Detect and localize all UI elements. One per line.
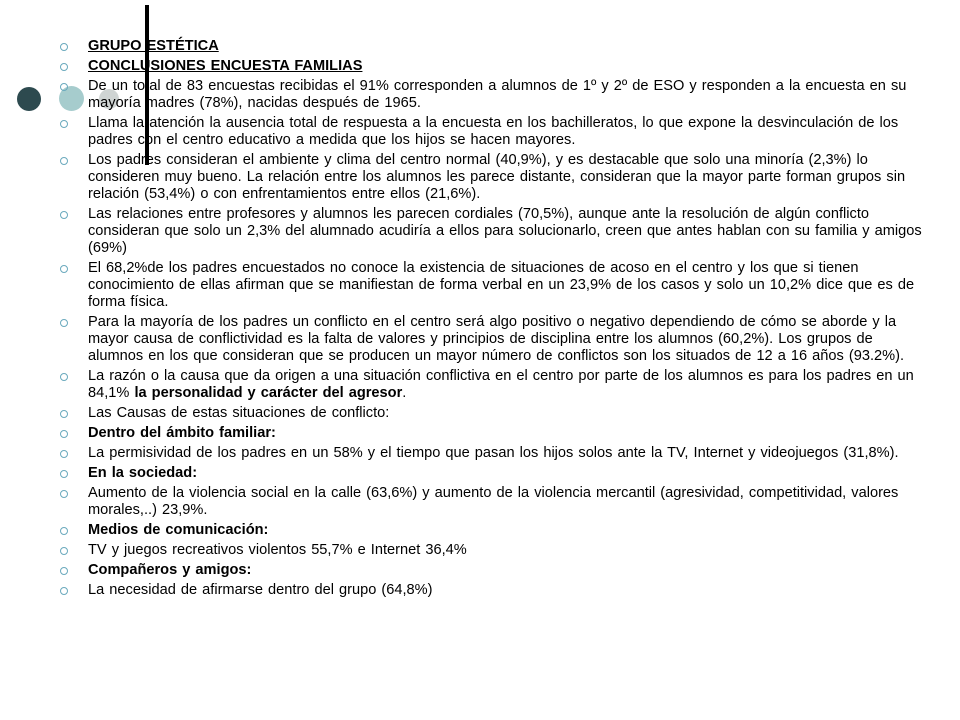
bullet-circle-icon [60, 567, 68, 575]
section-heading-family: Dentro del ámbito familiar: [88, 425, 276, 441]
bullet-circle-icon [60, 373, 68, 381]
bullet-list [0, 38, 960, 602]
list-item-text: Para la mayoría de los padres un conflicto en el centro será algo positivo o negativo dependiendo de cómo se aborde y la mayor causa de conflictividad es la falta de valores y principios de disciplina entre los alumnos (60,2%). Los grupos de alumnos en los que consideran que se producen un mayor número de conflictos son los situados de 12 a 16 años (93.2%). [88, 314, 905, 364]
bullet-circle-icon [60, 410, 68, 418]
list-item [0, 368, 960, 402]
list-item-bold-text: la personalidad y carácter del agresor [134, 385, 403, 401]
list-item-conclusions-title [0, 58, 960, 75]
bullet-circle-icon [60, 265, 68, 273]
bullet-circle-icon [60, 83, 68, 91]
bullet-circle-icon [60, 470, 68, 478]
list-item-group-title [0, 38, 960, 55]
list-item [0, 542, 960, 559]
bullet-circle-icon [60, 587, 68, 595]
section-heading-society: En la sociedad: [88, 465, 198, 481]
list-item [0, 260, 960, 311]
list-item [0, 405, 960, 422]
bullet-circle-icon [60, 430, 68, 438]
list-item [0, 78, 960, 112]
list-item-text-end: . [402, 385, 407, 401]
conclusions-title: CONCLUSIONES ENCUESTA FAMILIAS [88, 58, 363, 74]
section-heading-peers: Compañeros y amigos: [88, 562, 252, 578]
list-item [0, 206, 960, 257]
list-item-heading [0, 522, 960, 539]
list-item [0, 445, 960, 462]
list-item-text: Las Causas de estas situaciones de conflicto: [88, 405, 390, 421]
list-item-text: El 68,2%de los padres encuestados no conoce la existencia de situaciones de acoso en el centro y los que si tienen conocimiento de ellas afirman que se manifiestan de forma verbal en un 23,9% de los casos y solo un 10,2% dice que es de forma física. [88, 260, 915, 310]
list-item-text: Los padres consideran el ambiente y clima del centro normal (40,9%), y es destacable que solo una minoría (2,3%) lo consideren muy bueno. La relación entre los alumnos les parece distante, consideran que la mayor parte forman grupos sin relación (53,4%) o con enfrentamientos entre ellos (21,6%). [88, 152, 906, 202]
list-item-text: TV y juegos recreativos violentos 55,7% e Internet 36,4% [88, 542, 467, 558]
list-item [0, 582, 960, 599]
bullet-circle-icon [60, 43, 68, 51]
bullet-circle-icon [60, 527, 68, 535]
bullet-circle-icon [60, 547, 68, 555]
list-item-heading [0, 562, 960, 579]
list-item-heading [0, 465, 960, 482]
bullet-circle-icon [60, 120, 68, 128]
list-item-text: De un total de 83 encuestas recibidas el 91% corresponden a alumnos de 1º y 2º de ESO y responden a la encuesta en su mayoría madres (78%), nacidas después de 1965. [88, 78, 907, 111]
section-heading-media: Medios de comunicación: [88, 522, 269, 538]
list-item [0, 485, 960, 519]
bullet-circle-icon [60, 450, 68, 458]
bullet-circle-icon [60, 157, 68, 165]
bullet-circle-icon [60, 319, 68, 327]
list-item-text: Aumento de la violencia social en la calle (63,6%) y aumento de la violencia mercantil (agresividad, competitividad, valores morales,..) 23,9%. [88, 485, 899, 518]
group-title: GRUPO ESTÉTICA [88, 38, 219, 54]
list-item [0, 314, 960, 365]
bullet-circle-icon [60, 211, 68, 219]
bullet-circle-icon [60, 63, 68, 71]
list-item-text: Las relaciones entre profesores y alumnos les parecen cordiales (70,5%), aunque ante la resolución de algún conflicto consideran que solo un 2,3% del alumnado acudiría a ellos para solucionarlo, creen que antes hablan con su familia y amigos (69%) [88, 206, 922, 256]
list-item [0, 115, 960, 149]
list-item [0, 152, 960, 203]
list-item-text: La razón o la causa que da origen a una situación conflictiva en el centro por parte de los alumnos es para los padres en un 84,1% [88, 368, 914, 401]
list-item-text: Llama la atención la ausencia total de respuesta a la encuesta en los bachilleratos, lo que expone la desvinculación de los padres con el centro educativo a medida que los hijos se hacen mayores. [88, 115, 899, 148]
bullet-circle-icon [60, 490, 68, 498]
list-item-text: La permisividad de los padres en un 58% y el tiempo que pasan los hijos solos ante la TV, Internet y videojuegos (31,8%). [88, 445, 899, 461]
list-item-heading [0, 425, 960, 442]
list-item-text: La necesidad de afirmarse dentro del grupo (64,8%) [88, 582, 433, 598]
